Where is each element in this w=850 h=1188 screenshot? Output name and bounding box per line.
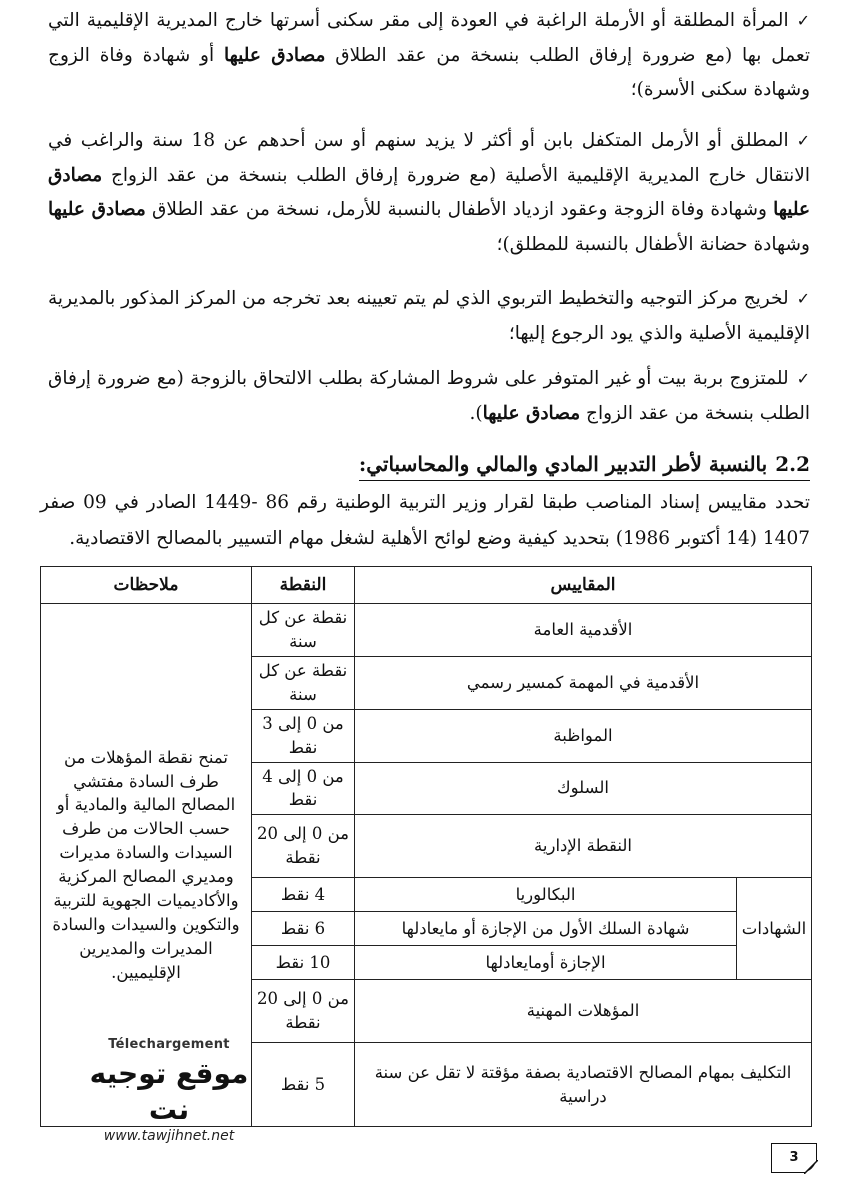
watermark-logo-text: موقع توجيه نت — [89, 1057, 249, 1126]
page-curl-icon — [804, 1160, 818, 1174]
table-row — [41, 604, 812, 657]
section-title: بالنسبة لأطر التدبير المادي والمالي والمحاسباتي: — [358, 452, 768, 476]
points-cell: نقطة عن كل سنة — [252, 604, 355, 657]
notes-cell: تمنح نقطة المؤهلات من طرف السادة مفتشي المصالح المالية والمادية أو حسب الحالات من طرف السيدات والسادة مديرات ومديري المصالح المركزية والأكاديميات الجهوية للتربية والتكوين والسيدات والسادة المديرات والمديرين الإقليميين. — [41, 604, 252, 1127]
bullet-item-3: ✓لخريج مركز التوجيه والتخطيط التربوي الذي لم يتم تعيينه بعد تخرجه من المركز المذكور بالمديرية الإقليمية الأصلية والذي يود الرجوع إليها؛ — [48, 282, 810, 351]
group-cell-certificates: الشهادات — [737, 878, 812, 980]
criterion-cell: الأقدمية العامة — [355, 604, 812, 657]
points-cell: 5 نقط — [252, 1043, 355, 1127]
points-cell: من 0 إلى 20 نقطة — [252, 980, 355, 1043]
points-cell: من 0 إلى 4 نقط — [252, 762, 355, 815]
section-number: 2.2 — [775, 452, 810, 476]
header-criteria: المقاييس — [355, 567, 812, 604]
watermark-url: www.tawjihnet.net — [103, 1128, 235, 1144]
criterion-cell: المؤهلات المهنية — [355, 980, 812, 1043]
table-header-row — [41, 567, 812, 604]
points-cell: 10 نقط — [252, 946, 355, 980]
page-number: 3 — [771, 1143, 817, 1173]
points-cell: 6 نقط — [252, 912, 355, 946]
criterion-cell: شهادة السلك الأول من الإجازة أو مايعادلها — [355, 912, 737, 946]
check-icon: ✓ — [796, 369, 810, 388]
header-points: النقطة — [252, 567, 355, 604]
points-cell: 4 نقط — [252, 878, 355, 912]
check-icon: ✓ — [796, 131, 810, 150]
bullet-item-2: ✓المطلق أو الأرمل المتكفل بابن أو أكثر لا يزيد سنهم أو سن أحدهم عن 18 سنة والراغب في الانتقال خارج المديرية الإقليمية الأصلية (مع ضرورة إرفاق الطلب بنسخة من عقد الزواج مصادق عليها وشهادة وفاة الزوجة وعقود ازدياد الأطفال بالنسبة للأرمل، نسخة من عقد الطلاق مصادق عليها وشهادة حضانة الأطفال بالنسبة للمطلق)؛ — [48, 124, 810, 262]
points-cell: نقطة عن كل سنة — [252, 656, 355, 709]
points-cell: من 0 إلى 20 نقطة — [252, 815, 355, 878]
criterion-cell: التكليف بمهام المصالح الاقتصادية بصفة مؤقتة لا تقل عن سنة دراسية — [355, 1043, 812, 1127]
criterion-cell: السلوك — [355, 762, 812, 815]
check-icon: ✓ — [796, 11, 810, 30]
criterion-cell: الأقدمية في المهمة كمسير رسمي — [355, 656, 812, 709]
criterion-cell: المواظبة — [355, 709, 812, 762]
check-icon: ✓ — [796, 289, 810, 308]
criterion-cell: الإجازة أومايعادلها — [355, 946, 737, 980]
watermark-label: Télechargement — [108, 1037, 230, 1052]
watermark — [74, 1037, 264, 1144]
points-cell: من 0 إلى 3 نقط — [252, 709, 355, 762]
bullet-item-1: ✓المرأة المطلقة أو الأرملة الراغبة في العودة إلى مقر سكنى أسرتها خارج المديرية الإقليمية التي تعمل بها (مع ضرورة إرفاق الطلب بنسخة من عقد الطلاق مصادق عليها أو شهادة وفاة الزوج وشهادة سكنى الأسرة)؛ — [48, 4, 810, 108]
intro-paragraph: تحدد مقاييس إسناد المناصب طبقا لقرار وزير التربية الوطنية رقم 86 -1449 الصادر في 09 صفر 1407 (14 أكتوبر 1986) بتحديد كيفية وضع لوائح الأهلية لشغل مهام التسيير بالمصالح الاقتصادية. — [40, 492, 810, 549]
section-heading — [359, 449, 810, 481]
header-notes: ملاحظات — [41, 567, 252, 604]
criterion-cell: النقطة الإدارية — [355, 815, 812, 878]
bullet-item-4: ✓للمتزوج بربة بيت أو غير المتوفر على شروط المشاركة بطلب الالتحاق بالزوجة (مع ضرورة إرفاق الطلب بنسخة من عقد الزواج مصادق عليها). — [48, 362, 810, 431]
criterion-cell: البكالوريا — [355, 878, 737, 912]
